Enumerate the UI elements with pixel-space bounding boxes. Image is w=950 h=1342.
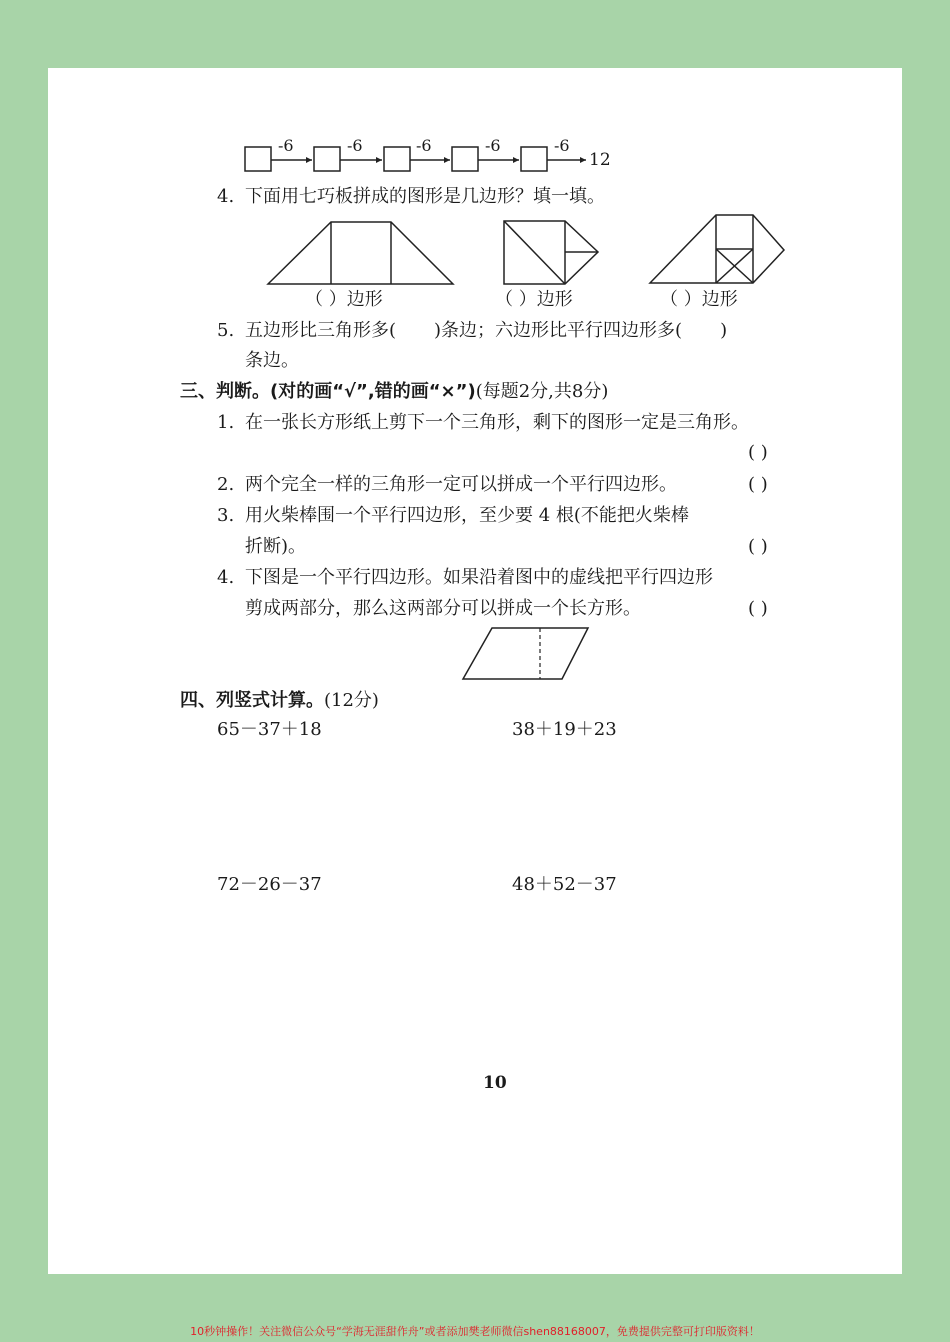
page-number: 10 bbox=[483, 1073, 507, 1093]
judge-answer-blank[interactable]: ( ) bbox=[748, 598, 768, 619]
judge-item-text: 两个完全一样的三角形一定可以拼成一个平行四边形。 bbox=[245, 474, 677, 495]
calc-problem: 38＋19＋23 bbox=[512, 719, 617, 740]
section-4-heading: 四、列竖式计算。(12分) bbox=[180, 690, 379, 711]
calc-problem: 65－37＋18 bbox=[217, 719, 322, 740]
chain-step-label: -6 bbox=[485, 136, 501, 155]
chain-end-value: 12 bbox=[589, 150, 611, 170]
answer-blank-shape-2[interactable]: （ ）边形 bbox=[495, 289, 573, 310]
judge-item-text-cont: 剪成两部分，那么这两部分可以拼成一个长方形。 bbox=[245, 598, 641, 619]
question-5-text: 五边形比三角形多( )条边；六边形比平行四边形多( ) bbox=[245, 320, 728, 341]
judge-item-text-cont: 折断)。 bbox=[245, 536, 307, 557]
chain-step-label: -6 bbox=[278, 136, 294, 155]
calc-problem: 72－26－37 bbox=[217, 874, 322, 895]
judge-item-number: 3. bbox=[217, 505, 235, 526]
judge-answer-blank[interactable]: ( ) bbox=[748, 442, 768, 463]
chain-step-label: -6 bbox=[347, 136, 363, 155]
question-text: 下面用七巧板拼成的图形是几边形？填一填。 bbox=[245, 186, 605, 207]
judge-item-text: 在一张长方形纸上剪下一个三角形，剩下的图形一定是三角形。 bbox=[245, 412, 749, 433]
promo-footer: 10秒钟操作！关注微信公众号“学海无涯甜作舟”或者添加樊老师微信shen88168007，免费提供完整可打印版资料！ bbox=[190, 1325, 760, 1338]
answer-blank-shape-1[interactable]: （ ）边形 bbox=[305, 289, 383, 310]
question-5-continuation: 条边。 bbox=[245, 350, 299, 371]
judge-item-number: 2. bbox=[217, 474, 235, 495]
judge-answer-blank[interactable]: ( ) bbox=[748, 474, 768, 495]
judge-item-number: 1. bbox=[217, 412, 235, 433]
chain-step-label: -6 bbox=[416, 136, 432, 155]
chain-step-label: -6 bbox=[554, 136, 570, 155]
judge-item-text: 下图是一个平行四边形。如果沿着图中的虚线把平行四边形 bbox=[245, 567, 713, 588]
answer-blank-shape-3[interactable]: （ ）边形 bbox=[660, 289, 738, 310]
question-number: 4. bbox=[217, 186, 235, 207]
worksheet-page bbox=[48, 68, 902, 1274]
question-number: 5. bbox=[217, 320, 235, 341]
judge-item-text: 用火柴棒围一个平行四边形，至少要 4 根(不能把火柴棒 bbox=[245, 505, 689, 526]
calc-problem: 48＋52－37 bbox=[512, 874, 617, 895]
judge-item-number: 4. bbox=[217, 567, 235, 588]
section-3-heading: 三、判断。(对的画“√”,错的画“×”)(每题2分,共8分) bbox=[180, 381, 609, 402]
judge-answer-blank[interactable]: ( ) bbox=[748, 536, 768, 557]
